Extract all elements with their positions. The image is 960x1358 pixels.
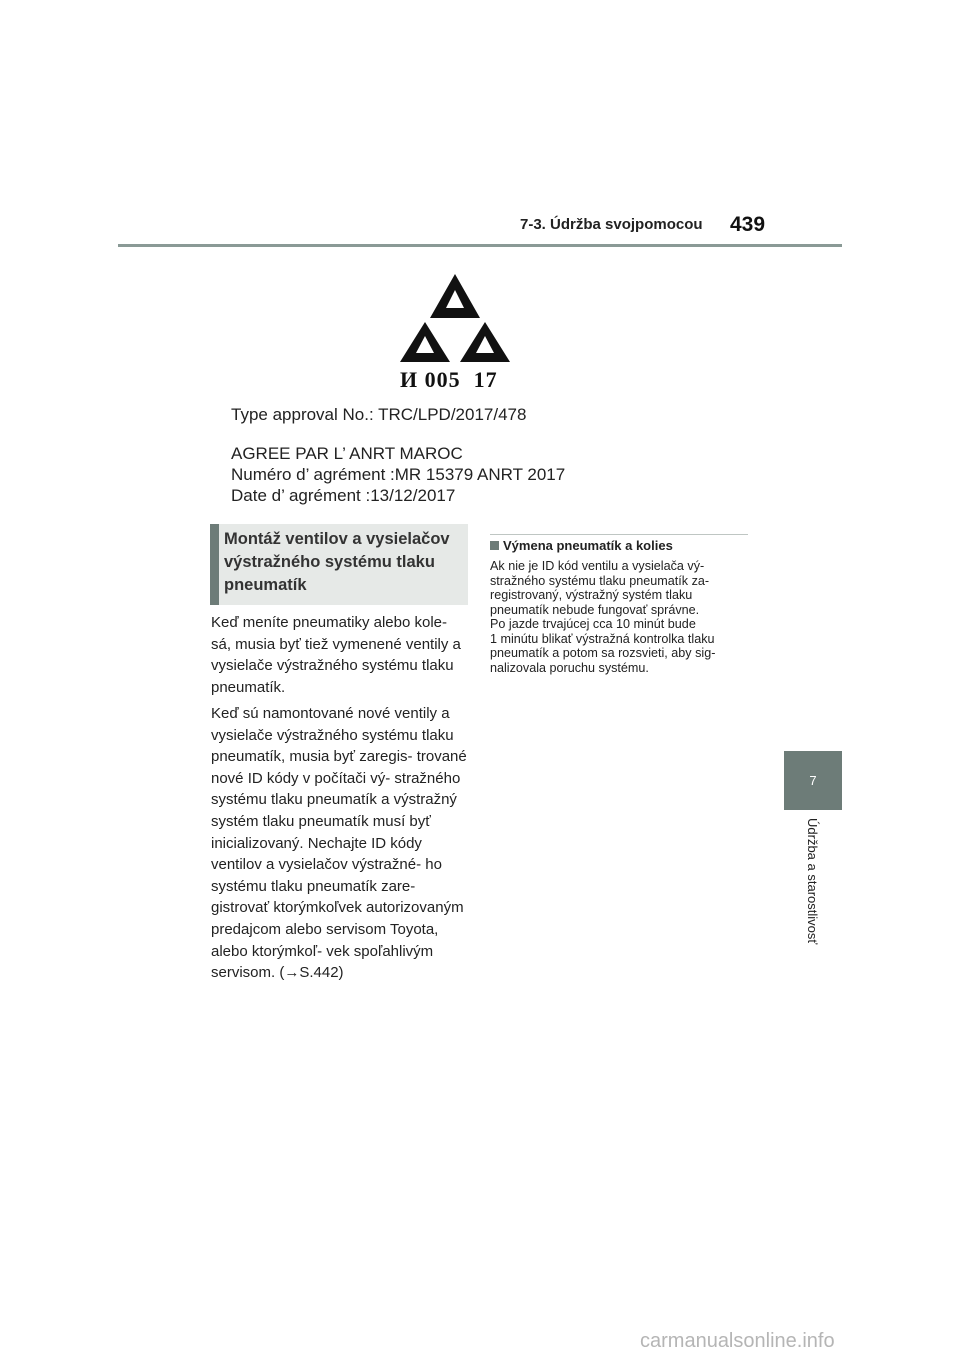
watermark: carmanualsonline.info [640, 1330, 835, 1352]
note-line: registrovaný, výstražný systém tlaku [490, 588, 693, 602]
page-number: 439 [730, 213, 766, 236]
approval-triangles-icon [395, 272, 515, 364]
chapter-number: 7 [809, 773, 817, 788]
chapter-title: Údržba a starostlivosť [805, 818, 820, 945]
note-line: pneumatík nebude fungovať správne. [490, 602, 700, 617]
note-line: pneumatík a potom sa rozsvieti, aby sig- [490, 646, 716, 660]
agreement-date: Date d’ agrément :13/12/2017 [231, 486, 456, 505]
chapter-tab[interactable] [784, 751, 842, 810]
heading-accent-bar [210, 524, 219, 605]
section-heading: Montáž ventilov a vysielačov výstražného systému tlaku pneumatík [224, 530, 450, 594]
header-divider [118, 244, 842, 247]
note-text [490, 559, 752, 675]
note-divider [490, 534, 748, 535]
body-paragraph-2: Keď sú namontované nové ventily a vysielače výstražného systému tlaku pneumatík, musia byť zaregis- trované nové ID kódy v počítači vý- stražného systému tlaku pneumatík a výstražný systém tlaku pneumatík musí byť inicializovaný. Nechajte ID kódy ventilov a vysielačov výstražné- ho systému tlaku pneumatík zare- gistrovať ktorýmkoľvek autorizovaným predajcom alebo servisom Toyota, alebo ktorýmkoľ- vek spoľahlivým servisom. (→S.442) [211, 705, 467, 982]
note-line: Ak nie je ID kód ventilu a vysielača vý- [490, 559, 705, 573]
approval-mark-code: И 005 17 [400, 367, 498, 392]
square-bullet-icon [490, 541, 499, 550]
agreement-number: Numéro d’ agrément :MR 15379 ANRT 2017 [231, 465, 566, 484]
body-paragraph-1: Keď meníte pneumatiky alebo kole- sá, musia byť tiež vymenené ventily a vysielače výstražného systému tlaku pneumatík. [211, 614, 461, 696]
note-line: nalizovala poruchu systému. [490, 660, 649, 675]
agree-line: AGREE PAR L’ ANRT MAROC [231, 444, 463, 463]
type-approval-number: Type approval No.: TRC/LPD/2017/478 [231, 405, 527, 424]
note-heading [490, 538, 673, 553]
section-heading-box [210, 524, 468, 605]
chapter-title-vertical [784, 818, 842, 988]
note-line: stražného systému tlaku pneumatík za- [490, 573, 710, 588]
note-line: Po jazde trvajúcej cca 10 minút bude [490, 617, 696, 631]
section-title: 7-3. Údržba svojpomocou [520, 216, 703, 233]
note-heading-text: Výmena pneumatík a kolies [503, 538, 673, 553]
note-line: 1 minútu blikať výstražná kontrolka tlaku [490, 631, 715, 646]
